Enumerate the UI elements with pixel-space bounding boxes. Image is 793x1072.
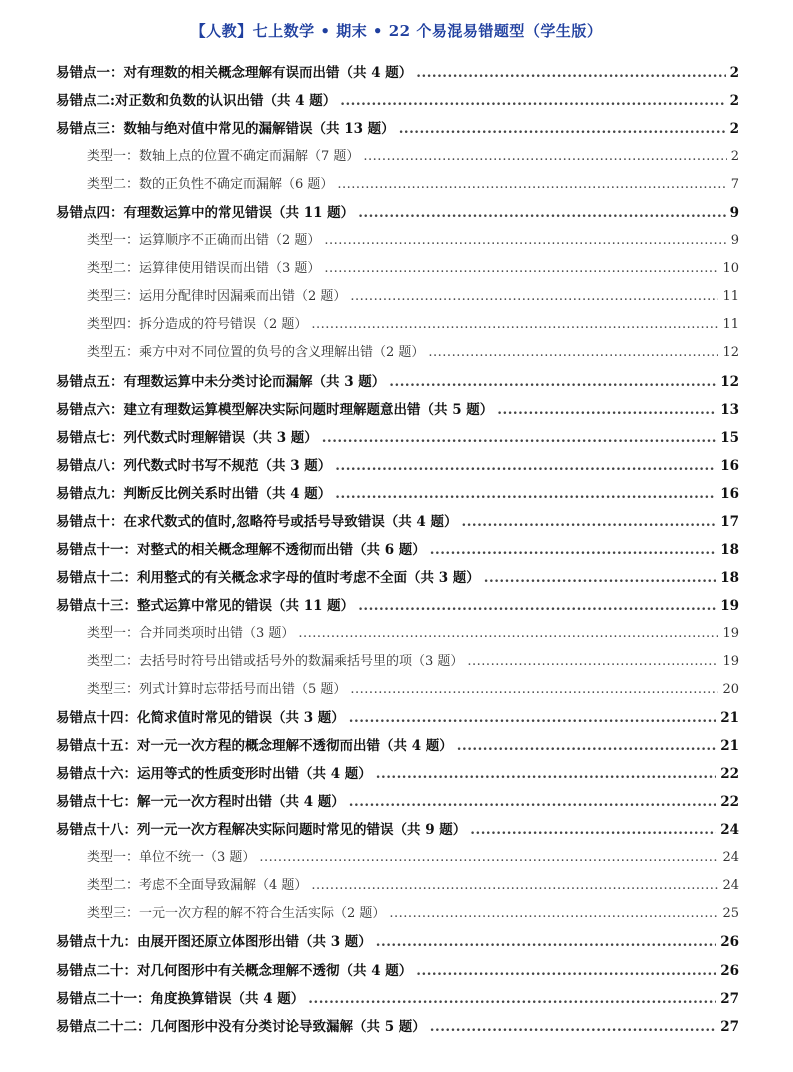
toc-entry-label: 类型五：乘方中对不同位置的负号的含义理解出错（2 题） [87, 345, 425, 361]
toc-dot-leader [430, 536, 716, 564]
toc-entry-label: 易错点九：判断反比例关系时出错（共 4 题） [56, 485, 332, 502]
toc-dot-leader [376, 760, 716, 788]
toc-dot-leader [389, 900, 718, 928]
toc-page-number: 16 [720, 485, 739, 502]
toc-entry[interactable] [56, 704, 739, 732]
toc-page-number: 7 [730, 177, 739, 193]
toc-entry-label: 易错点七：列代数式时理解错误（共 3 题） [56, 429, 318, 446]
toc-page-number: 2 [729, 65, 739, 81]
toc-entry[interactable] [56, 368, 739, 396]
toc-dot-leader [322, 424, 716, 452]
toc-page-number: 16 [720, 457, 739, 474]
toc-entry-label: 易错点五：有理数运算中未分类讨论而漏解（共 3 题） [56, 373, 386, 390]
toc-entry-label: 易错点十：在求代数式的值时,忽略符号或括号导致错误（共 4 题） [56, 513, 458, 530]
toc-dot-leader [462, 508, 717, 536]
toc-entry-label: 易错点十二：利用整式的有关概念求字母的值时考虑不全面（共 3 题） [56, 569, 480, 586]
toc-dot-leader [337, 171, 726, 199]
toc-page-number: 26 [720, 962, 739, 979]
toc-entry-label: 类型二：数的正负性不确定而漏解（6 题） [87, 177, 334, 193]
toc-subentry[interactable] [56, 227, 739, 255]
toc-entry-label: 易错点二十一：角度换算错误（共 4 题） [56, 990, 305, 1007]
toc-entry[interactable] [56, 788, 739, 816]
toc-subentry[interactable] [56, 620, 739, 648]
toc-page-number: 24 [722, 850, 739, 866]
toc-entry-label: 类型一：运算顺序不正确而出错（2 题） [87, 233, 321, 249]
toc-page-number: 21 [720, 738, 739, 755]
toc-page-number: 11 [722, 317, 739, 333]
toc-entry[interactable] [56, 928, 739, 956]
toc-entry-label: 类型一：单位不统一（3 题） [87, 850, 256, 866]
toc-entry-label: 易错点六：建立有理数运算模型解决实际问题时理解题意出错（共 5 题） [56, 401, 494, 418]
toc-entry-label: 易错点十三：整式运算中常见的错误（共 11 题） [56, 597, 355, 614]
toc-dot-leader [298, 620, 718, 648]
toc-page-number: 13 [720, 401, 739, 418]
toc-subentry[interactable] [56, 648, 739, 676]
toc-entry-label: 易错点十六：运用等式的性质变形时出错（共 4 题） [56, 766, 372, 783]
toc-entry-label: 易错点十七：解一元一次方程时出错（共 4 题） [56, 794, 345, 811]
toc-dot-leader [363, 143, 726, 171]
toc-entry[interactable] [56, 424, 739, 452]
toc-page-number: 20 [722, 682, 739, 698]
toc-subentry[interactable] [56, 872, 739, 900]
toc-entry-label: 类型二：去括号时符号出错或括号外的数漏乘括号里的项（3 题） [87, 653, 464, 669]
toc-entry[interactable] [56, 536, 739, 564]
toc-page-number: 22 [720, 766, 739, 783]
toc-entry[interactable] [56, 59, 739, 87]
toc-page-number: 2 [730, 149, 739, 165]
toc-subentry[interactable] [56, 283, 739, 311]
toc-entry[interactable] [56, 115, 739, 143]
toc-dot-leader [389, 368, 716, 396]
toc-entry-label: 类型三：运用分配律时因漏乘而出错（2 题） [87, 289, 347, 305]
toc-subentry[interactable] [56, 844, 739, 872]
toc-entry-label: 易错点三：数轴与绝对值中常见的漏解错误（共 13 题） [56, 121, 395, 138]
toc-dot-leader [470, 816, 716, 844]
toc-entry-label: 类型二：运算律使用错误而出错（3 题） [87, 261, 321, 277]
toc-dot-leader [349, 704, 716, 732]
toc-page-number: 10 [722, 261, 739, 277]
toc-page-number: 18 [720, 541, 739, 558]
toc-entry-label: 易错点二十二：几何图形中没有分类讨论导致漏解（共 5 题） [56, 1018, 426, 1035]
toc-dot-leader [376, 928, 716, 956]
toc-entry-label: 易错点二:对正数和负数的认识出错（共 4 题） [56, 93, 337, 110]
table-of-contents [56, 59, 739, 1041]
toc-dot-leader [457, 732, 716, 760]
toc-dot-leader [349, 788, 716, 816]
toc-dot-leader [430, 1013, 716, 1041]
toc-entry[interactable] [56, 985, 739, 1013]
toc-page-number: 21 [720, 710, 739, 727]
toc-page-number: 22 [720, 794, 739, 811]
toc-page-number: 9 [730, 233, 739, 249]
toc-entry[interactable] [56, 396, 739, 424]
toc-entry-label: 类型三：一元一次方程的解不符合生活实际（2 题） [87, 906, 386, 922]
toc-page-number: 2 [729, 121, 739, 138]
toc-dot-leader [416, 957, 716, 985]
toc-entry-label: 类型四：拆分造成的符号错误（2 题） [87, 317, 308, 333]
toc-dot-leader [497, 396, 716, 424]
toc-entry[interactable] [56, 564, 739, 592]
toc-dot-leader [259, 844, 718, 872]
toc-entry-label: 易错点八：列代数式时书写不规范（共 3 题） [56, 457, 332, 474]
toc-dot-leader [311, 872, 718, 900]
toc-entry[interactable] [56, 592, 739, 620]
toc-entry-label: 易错点十五：对一元一次方程的概念理解不透彻而出错（共 4 题） [56, 738, 453, 755]
toc-subentry[interactable] [56, 311, 739, 339]
toc-dot-leader [311, 311, 718, 339]
toc-entry[interactable] [56, 760, 739, 788]
toc-page-number: 12 [722, 345, 739, 361]
toc-page-number: 24 [720, 822, 739, 839]
toc-entry-label: 易错点十一：对整式的相关概念理解不透彻而出错（共 6 题） [56, 541, 426, 558]
toc-page-number: 19 [722, 653, 739, 669]
toc-dot-leader [484, 564, 716, 592]
toc-entry-label: 易错点四：有理数运算中的常见错误（共 11 题） [56, 205, 355, 222]
toc-page-number: 15 [720, 429, 739, 446]
page-title: 【人教】七上数学 • 期末 • 22 个易混易错题型（学生版） [190, 22, 603, 40]
toc-entry-label: 易错点一：对有理数的相关概念理解有误而出错（共 4 题） [56, 65, 413, 81]
toc-page-number: 11 [722, 289, 739, 305]
toc-subentry[interactable] [56, 339, 739, 367]
toc-entry-label: 类型二：考虑不全面导致漏解（4 题） [87, 878, 308, 894]
toc-dot-leader [416, 59, 725, 87]
toc-dot-leader [428, 339, 718, 367]
toc-subentry[interactable] [56, 171, 739, 199]
toc-entry[interactable] [56, 87, 739, 115]
toc-page-number: 27 [720, 1018, 739, 1035]
toc-page-number: 18 [720, 569, 739, 586]
toc-page-number: 9 [729, 205, 739, 222]
toc-dot-leader [335, 480, 716, 508]
toc-entry[interactable] [56, 957, 739, 985]
toc-subentry[interactable] [56, 143, 739, 171]
toc-page-number: 19 [720, 597, 739, 614]
toc-entry-label: 类型一：合并同类项时出错（3 题） [87, 625, 295, 641]
toc-page-number: 12 [720, 373, 739, 390]
toc-dot-leader [399, 115, 726, 143]
toc-dot-leader [350, 283, 718, 311]
toc-entry[interactable] [56, 452, 739, 480]
toc-entry[interactable] [56, 480, 739, 508]
toc-dot-leader [350, 676, 718, 704]
toc-dot-leader [358, 592, 716, 620]
toc-page-number: 27 [720, 990, 739, 1007]
toc-entry[interactable] [56, 816, 739, 844]
toc-entry-label: 易错点十九：由展开图还原立体图形出错（共 3 题） [56, 934, 372, 951]
toc-subentry[interactable] [56, 900, 739, 928]
toc-page-number: 26 [720, 934, 739, 951]
toc-entry-label: 类型三：列式计算时忘带括号而出错（5 题） [87, 682, 347, 698]
toc-dot-leader [308, 985, 716, 1013]
toc-entry-label: 易错点二十：对几何图形中有关概念理解不透彻（共 4 题） [56, 962, 413, 979]
toc-entry-label: 易错点十四：化简求值时常见的错误（共 3 题） [56, 710, 345, 727]
toc-subentry[interactable] [56, 676, 739, 704]
toc-page-number: 25 [722, 906, 739, 922]
toc-page-number: 2 [729, 93, 739, 110]
toc-entry[interactable] [56, 1013, 739, 1041]
toc-entry[interactable] [56, 508, 739, 536]
toc-page-number: 19 [722, 625, 739, 641]
toc-dot-leader [340, 87, 725, 115]
toc-dot-leader [335, 452, 716, 480]
toc-entry-label: 类型一：数轴上点的位置不确定而漏解（7 题） [87, 149, 360, 165]
toc-dot-leader [467, 648, 718, 676]
toc-page-number: 24 [722, 878, 739, 894]
toc-dot-leader [358, 199, 725, 227]
toc-entry[interactable] [56, 732, 739, 760]
toc-page-number: 17 [720, 513, 739, 530]
toc-subentry[interactable] [56, 255, 739, 283]
toc-entry-label: 易错点十八：列一元一次方程解决实际问题时常见的错误（共 9 题） [56, 822, 467, 839]
toc-dot-leader [324, 227, 726, 255]
toc-dot-leader [324, 255, 718, 283]
toc-entry[interactable] [56, 199, 739, 227]
